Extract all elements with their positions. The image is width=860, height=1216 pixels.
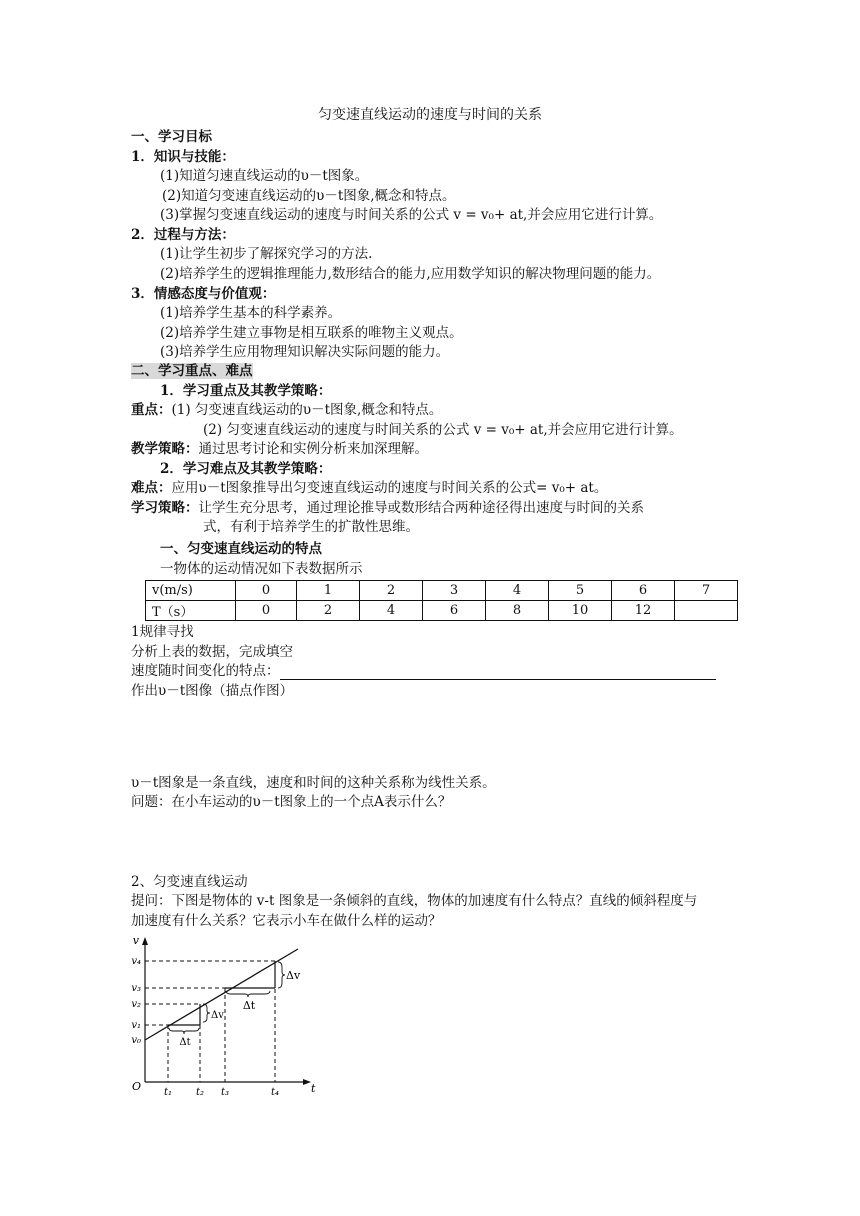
vt-graph-figure	[128, 932, 328, 1098]
table-cell: 6	[423, 601, 486, 621]
goal-item: (2)知道匀变速直线运动的υ－t图象,概念和特点。	[162, 188, 456, 204]
table-intro: 一物体的运动情况如下表数据所示	[160, 561, 363, 577]
fill-in-blank[interactable]	[280, 664, 716, 680]
t-axis-label: t	[311, 1082, 316, 1095]
difficulty-line	[131, 479, 607, 497]
table-cell-label: T（s）	[146, 601, 236, 621]
t2-label: t₂	[195, 1087, 205, 1098]
section-heading-features: 一、匀变速直线运动的特点	[160, 541, 322, 557]
v3-label: v₃	[131, 983, 141, 994]
big-dv-brace	[278, 962, 285, 988]
goal-item: (3)掌握匀变速直线运动的速度与时间关系的公式 v = v₀+ at,并会应用它进行计算。	[160, 207, 663, 223]
key-text: (1) 匀变速直线运动的υ－t图象,概念和特点。	[171, 402, 443, 418]
section-heading-goals: 一、学习目标	[131, 129, 212, 145]
difficulty-label: 难点：	[131, 480, 172, 496]
learning-label: 学习策略：	[131, 500, 199, 516]
keypoint-subheading: 1．学习重点及其教学策略：	[160, 383, 332, 399]
goal-group-attitude: 3．情感态度与价值观：	[131, 286, 276, 302]
table-cell: 0	[236, 601, 297, 621]
table-cell: 1	[297, 581, 360, 601]
learning-text-cont: 式，有利于培养学生的扩散性思维。	[203, 519, 419, 535]
learning-text: 让学生充分思考，通过理论推导或数形结合两种途径得出速度与时间的关系	[198, 500, 644, 516]
key-label: 重点：	[131, 402, 172, 418]
question-text-2: 加速度有什么关系？它表示小车在做什么样的运动？	[131, 913, 442, 929]
strategy-text: 通过思考讨论和实例分析来加深理解。	[198, 441, 428, 457]
section-heading-uniform-accel: 2、匀变速直线运动	[131, 874, 248, 890]
difficulty-text: 应用υ－t图象推导出匀变速直线运动的速度与时间关系的公式= v₀+ at。	[171, 480, 608, 496]
v-axis-arrow	[142, 937, 148, 945]
origin-label: O	[132, 1080, 142, 1093]
learning-strategy	[131, 499, 644, 517]
table-cell: 8	[486, 601, 549, 621]
v4-label: v₄	[131, 956, 141, 967]
table-row-time	[146, 601, 738, 621]
goal-item: (2)培养学生建立事物是相互联系的唯物主义观点。	[160, 325, 463, 341]
table-cell: 10	[549, 601, 612, 621]
table-cell: 6	[612, 581, 675, 601]
big-dt-label: Δt	[242, 999, 256, 1012]
table-cell: 12	[612, 601, 675, 621]
question-point-a: 问题：在小车运动的υ－t图象上的一个点A表示什么？	[131, 794, 452, 810]
linear-relation-text: υ－t图象是一条直线，速度和时间的这种关系称为线性关系。	[131, 775, 496, 791]
document-title: 匀变速直线运动的速度与时间的关系	[318, 107, 542, 123]
t4-label: t₄	[270, 1087, 280, 1098]
t1-label: t₁	[163, 1087, 173, 1098]
big-dt-brace	[226, 991, 270, 997]
t3-label: t₃	[220, 1087, 230, 1098]
small-dt-brace	[169, 1028, 199, 1034]
goal-item: (3)培养学生应用物理知识解决实际问题的能力。	[160, 344, 450, 360]
v0-label: v₀	[131, 1035, 141, 1046]
v2-label: v₂	[131, 999, 141, 1010]
table-cell: 7	[675, 581, 738, 601]
table-cell	[675, 601, 738, 621]
v1-label: v₁	[131, 1020, 141, 1031]
table-cell: 2	[297, 601, 360, 621]
v-axis-label: v	[132, 934, 139, 947]
goal-item: (2)培养学生的逻辑推理能力,数形结合的能力,应用数学知识的解决物理问题的能力。	[160, 266, 661, 282]
big-dv-label: Δv	[286, 969, 301, 982]
small-dt-label: Δt	[179, 1037, 191, 1048]
question-text-1: 提问：下图是物体的 v-t 图象是一条倾斜的直线，物体的加速度有什么特点？直线的倾斜程度与	[131, 893, 698, 909]
table-cell: 2	[360, 581, 423, 601]
t-axis-arrow	[303, 1079, 311, 1085]
table-cell: 0	[236, 581, 297, 601]
key-line-2: (2) 匀变速直线运动的速度与时间关系的公式 v = v₀+ at,并会应用它进行计算。	[203, 422, 683, 438]
goal-item: (1)让学生初步了解探究学习的方法.	[160, 246, 373, 262]
goal-group-knowledge: 1．知识与技能：	[131, 149, 235, 165]
highlighted-heading: 二、学习重点、难点	[131, 363, 253, 379]
draw-instruction: 作出υ－t图像（描点作图）	[131, 683, 294, 699]
small-dv-label: Δv	[211, 1010, 224, 1021]
goal-item: (1)培养学生基本的科学素养。	[160, 305, 342, 321]
feature-fill-line	[131, 662, 716, 680]
small-dv-brace	[203, 1004, 210, 1022]
motion-data-table	[145, 580, 738, 621]
table-cell: 4	[486, 581, 549, 601]
key-line-1	[131, 401, 442, 419]
rule-heading: 1规律寻找	[131, 624, 194, 640]
feature-label: 速度随时间变化的特点：	[131, 663, 280, 679]
teaching-strategy	[131, 440, 428, 458]
strategy-label: 教学策略：	[131, 441, 199, 457]
goal-group-process: 2．过程与方法：	[131, 227, 235, 243]
goal-item: (1)知道匀速直线运动的υ－t图象。	[160, 168, 369, 184]
table-row-velocity	[146, 581, 738, 601]
table-cell: 5	[549, 581, 612, 601]
analyze-instruction: 分析上表的数据，完成填空	[131, 644, 293, 660]
table-cell-label: v(m/s)	[146, 581, 236, 601]
table-cell: 3	[423, 581, 486, 601]
difficulty-subheading: 2．学习难点及其教学策略：	[160, 461, 332, 477]
table-cell: 4	[360, 601, 423, 621]
section-heading-keypoints	[131, 362, 253, 380]
